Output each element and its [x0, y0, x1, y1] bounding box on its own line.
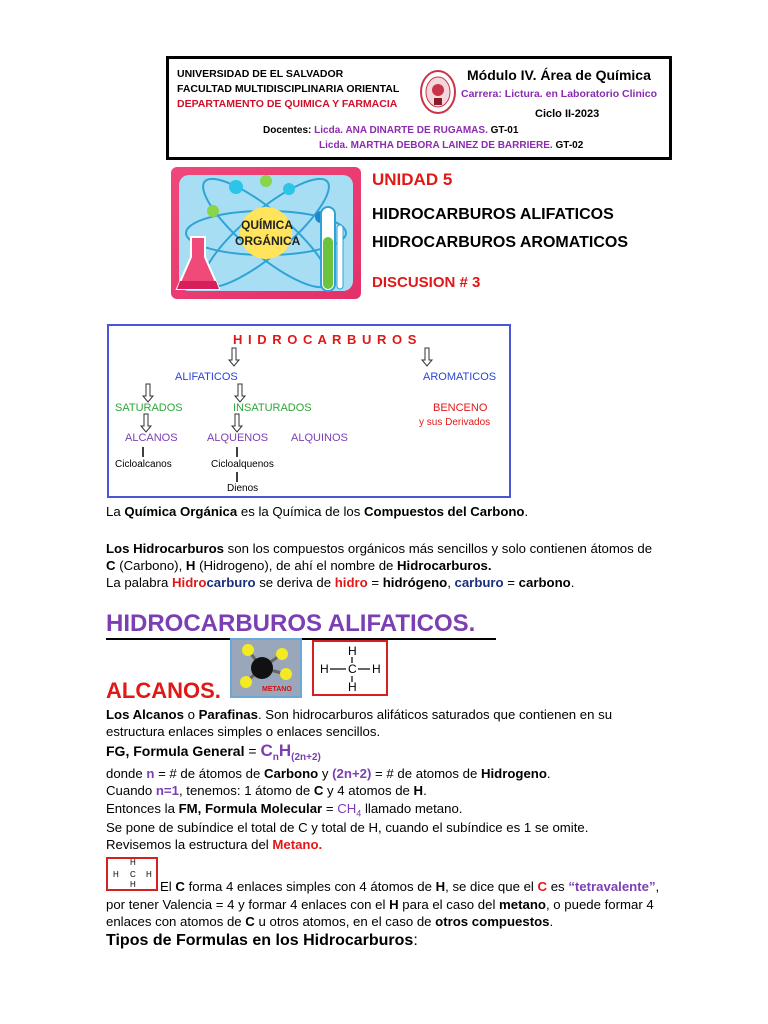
methane-structure-box	[312, 640, 388, 696]
fg-sub: (2n+2)	[291, 751, 321, 763]
highlight: (2n+2)	[332, 766, 372, 781]
metano-highlight: Metano.	[272, 837, 323, 852]
highlight: n=1	[155, 783, 179, 798]
image-caption-line1: QUÍMICA	[241, 218, 293, 232]
atom-h-right: H	[372, 662, 381, 676]
text: Cuando	[106, 783, 156, 798]
bold-text: Los Alcanos	[106, 707, 184, 722]
p2-carburo: carburo	[454, 575, 504, 590]
tipos-formulas-title	[106, 932, 418, 950]
teachers-label: Docentes:	[263, 125, 312, 136]
bold-text: H	[389, 897, 399, 912]
text: por tener Valencia = 4 y formar 4 enlaces con el	[106, 897, 390, 912]
unit-title: UNIDAD 5	[372, 170, 453, 189]
text: .	[423, 783, 427, 798]
diagram-title: H I D R O C A R B U R O S	[233, 332, 418, 347]
bold-text: metano	[499, 897, 546, 912]
paragraph-hydrocarbons-line2	[106, 557, 492, 574]
tetravalente-line1	[160, 878, 659, 895]
atom-h-left: H	[113, 870, 119, 879]
text: y	[318, 766, 333, 781]
text: .	[549, 914, 554, 929]
p1-text: .	[524, 504, 529, 519]
bold-text: H	[435, 879, 446, 894]
teacher1-line	[263, 125, 518, 136]
text: =	[322, 801, 338, 816]
university-seal-icon	[419, 69, 457, 115]
fg-h: H	[278, 741, 292, 760]
text: , o puede formar 4	[545, 897, 654, 912]
node-dienos: Dienos	[227, 483, 259, 494]
text: =	[244, 743, 261, 759]
node-alcanos: ALCANOS	[125, 432, 178, 444]
bold-text: C	[245, 914, 255, 929]
text: es	[547, 879, 569, 894]
arrow-down-icon	[232, 414, 242, 432]
text: ,	[655, 879, 660, 894]
node-alquinos: ALQUINOS	[291, 432, 348, 444]
module-title: Módulo IV. Área de Química	[467, 67, 651, 83]
discussion-label: DISCUSION # 3	[372, 274, 481, 291]
image-caption-line2: ORGÁNICA	[235, 234, 301, 248]
text: forma 4 enlaces simples con 4 átomos de	[184, 879, 436, 894]
text: , se dice que el	[445, 879, 538, 894]
text: Revisemos la estructura del	[106, 837, 273, 852]
atom-h-top: H	[348, 644, 357, 658]
bold-text: Carbono	[264, 766, 319, 781]
p2-hidro: Hidro	[172, 575, 207, 590]
p1-bold: Química Orgánica	[124, 504, 238, 519]
p1-text: La	[106, 504, 125, 519]
teacher2-line	[319, 140, 583, 151]
cuando-line	[106, 782, 427, 799]
p2-text: =	[367, 575, 383, 590]
node-alquenos: ALQUENOS	[207, 432, 269, 444]
p2-text: (Hidrogeno), de ahí el nombre de	[195, 558, 398, 573]
fg-label: FG, Formula General	[106, 743, 245, 759]
text: y 4 atomos de	[323, 783, 414, 798]
p2-bold: Hidrocarburos.	[397, 558, 492, 573]
node-benceno: BENCENO	[433, 402, 488, 414]
text: El	[160, 879, 176, 894]
formula-general-line	[106, 742, 321, 766]
fg-n: n	[272, 751, 279, 763]
p1-text: es la Química de los	[237, 504, 365, 519]
atom-h-bottom: H	[130, 880, 136, 889]
methane-model-image	[230, 638, 302, 698]
text: o	[183, 707, 199, 722]
fg-c: C	[260, 741, 273, 760]
text: = # de átomos de	[154, 766, 265, 781]
p2-text: =	[503, 575, 519, 590]
atom-c: C	[348, 662, 357, 676]
paragraph-organic-chemistry	[106, 503, 528, 520]
highlight: C	[537, 879, 548, 894]
p2-hidro: hidro	[334, 575, 368, 590]
text: enlaces con atomos de	[106, 914, 246, 929]
teacher2-name: Licda. MARTHA DEBORA LAINEZ DE BARRIERE.	[319, 140, 553, 151]
unit-line1: HIDROCARBUROS ALIFATICOS	[372, 206, 614, 223]
bold-text: C	[313, 783, 324, 798]
department-name: DEPARTAMENTO DE QUIMICA Y FARMACIA	[177, 98, 398, 110]
bold-text: H	[413, 783, 424, 798]
cycle-label: Ciclo II-2023	[535, 108, 600, 120]
arrow-down-icon	[422, 348, 432, 366]
highlight: n	[146, 766, 155, 781]
node-derivados: y sus Derivados	[419, 417, 491, 428]
teacher1-group: GT-01	[490, 125, 519, 136]
paragraph-hydrocarbons-line1	[106, 540, 652, 557]
tipos-title-text: Tipos de Formulas en los Hidrocarburos	[106, 932, 414, 949]
bold-text: otros compuestos	[435, 914, 550, 929]
p2-bold: H	[185, 558, 196, 573]
paragraph-hydrocarbons-line3	[106, 574, 574, 591]
p1-bold: Compuestos del Carbono	[364, 504, 525, 519]
faculty-name: FACULTAD MULTIDISCIPLINARIA ORIENTAL	[177, 83, 400, 95]
section-title: HIDROCARBUROS ALIFATICOS.	[106, 610, 476, 637]
atom-c: C	[130, 870, 136, 879]
atom-h-left: H	[320, 662, 329, 676]
small-methane-structure	[106, 857, 158, 891]
arrow-down-icon	[229, 348, 239, 366]
bold-text: FM, Formula Molecular	[178, 801, 323, 816]
arrow-down-icon	[141, 414, 151, 432]
node-alifaticos: ALIFATICOS	[175, 371, 238, 383]
donde-line	[106, 765, 551, 782]
revisemos-line	[106, 836, 322, 853]
text: .	[546, 766, 551, 781]
atom-h-right: H	[146, 870, 152, 879]
hydrocarbon-classification-diagram	[107, 324, 511, 498]
p2-carburo: carburo	[206, 575, 256, 590]
p2-bold: hidrógeno	[382, 575, 448, 590]
p2-bold: carbono	[518, 575, 571, 590]
p2-text: se deriva de	[255, 575, 335, 590]
career-name: Carrera: Lictura. en Laboratorio Clinico	[461, 88, 658, 100]
atom-h-top: H	[130, 858, 136, 867]
text: . Son hidrocarburos alifáticos saturados que contienen en su	[257, 707, 613, 722]
node-cicloalcanos: Cicloalcanos	[115, 459, 172, 470]
organic-chemistry-image	[171, 167, 361, 299]
image-caption	[235, 217, 299, 249]
highlight: 4	[356, 808, 362, 819]
p2-text: son los compuestos orgánicos más sencillos y solo contienen átomos de	[223, 541, 653, 556]
text: llamado metano.	[361, 801, 463, 816]
teacher2-group: GT-02	[555, 140, 584, 151]
tetravalente-line3	[106, 913, 553, 930]
unit-line2: HIDROCARBUROS AROMATICOS	[372, 234, 628, 251]
node-saturados: SATURADOS	[115, 402, 183, 414]
text: Entonces la	[106, 801, 179, 816]
p2-bold: Los Hidrocarburos	[106, 541, 224, 556]
alcanos-title: ALCANOS.	[106, 678, 221, 703]
p2-bold: C	[106, 558, 116, 573]
teacher1-name: Licda. ANA DINARTE DE RUGAMAS.	[314, 125, 488, 136]
node-cicloalquenos: Cicloalquenos	[211, 459, 274, 470]
text: para el caso del	[398, 897, 500, 912]
tipos-title-colon: :	[413, 932, 418, 949]
node-insaturados: INSATURADOS	[233, 402, 312, 414]
bold-text: Parafinas	[198, 707, 258, 722]
tetravalente-highlight: “tetravalente”	[568, 879, 656, 894]
bold-text: C	[175, 879, 185, 894]
alcanos-line2: estructura enlaces simples o enlaces sencillos.	[106, 724, 381, 739]
highlight: CH	[337, 801, 357, 816]
node-aromaticos: AROMATICOS	[423, 371, 497, 383]
university-name: UNIVERSIDAD DE EL SALVADOR	[177, 68, 344, 80]
subscript-note-line: Se pone de subíndice el total de C y total de H, cuando el subíndice es 1 se omite.	[106, 820, 589, 835]
atom-h-bottom: H	[348, 680, 357, 694]
p2-text: (Carbono),	[115, 558, 186, 573]
text: u otros atomos, en el caso de	[254, 914, 436, 929]
methane-label: METANO	[262, 686, 292, 693]
alcanos-line1	[106, 706, 612, 723]
p2-text: ,	[447, 575, 455, 590]
p2-text: La palabra	[106, 575, 172, 590]
header-box	[166, 56, 672, 160]
p2-text: .	[570, 575, 575, 590]
arrow-down-icon	[235, 384, 245, 402]
text: = # de atomos de	[371, 766, 481, 781]
tetravalente-line2	[106, 896, 654, 913]
diagram-arrows	[109, 326, 509, 496]
bold-text: Hidrogeno	[480, 766, 547, 781]
text: , tenemos: 1 átomo de	[178, 783, 314, 798]
text: donde	[106, 766, 147, 781]
arrow-down-icon	[143, 384, 153, 402]
